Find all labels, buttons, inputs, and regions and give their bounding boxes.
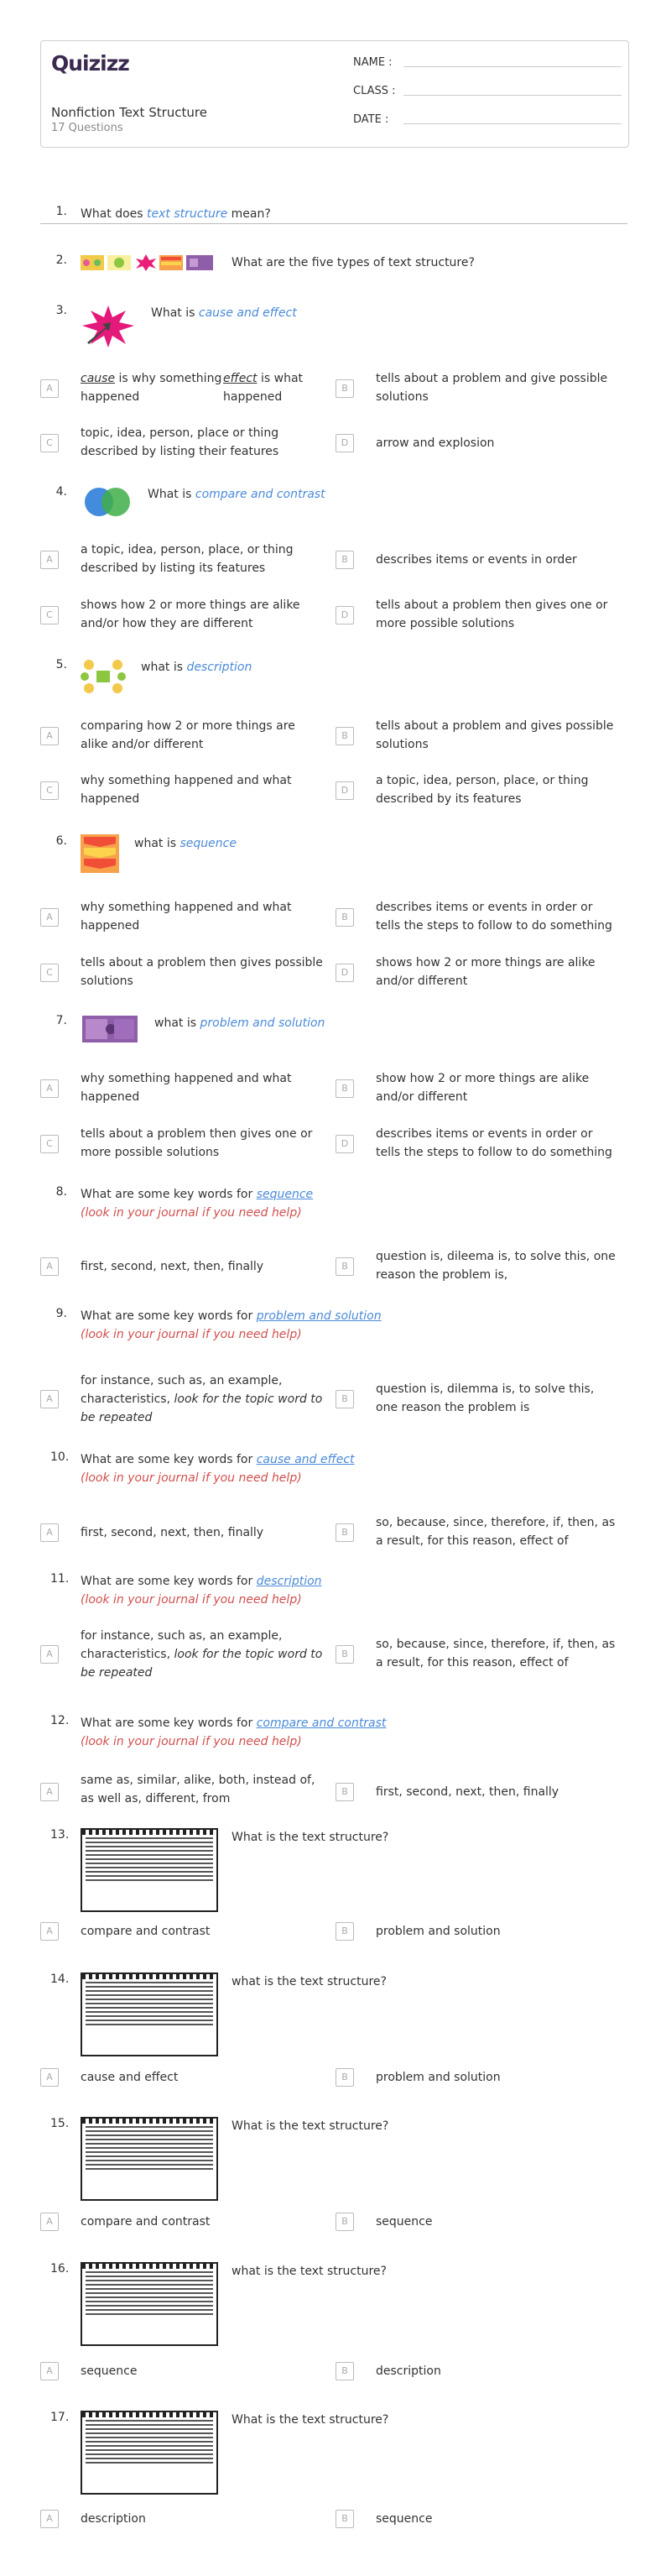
option-a[interactable]: for instance, such as, an example, characteristics, look for the topic word to be repeated bbox=[81, 1374, 323, 1424]
question-text: What are some key words for problem and solution (look in your journal if you need help) bbox=[81, 1309, 382, 1341]
question-text: What is compare and contrast bbox=[148, 488, 325, 501]
option-b[interactable]: describes items or events in order bbox=[376, 553, 577, 567]
answer-line[interactable] bbox=[40, 223, 627, 224]
option-b[interactable]: so, because, since, therefore, if, then, as a result, for this reason, effect of bbox=[376, 1638, 616, 1669]
passage-image bbox=[81, 1972, 218, 2056]
option-a[interactable]: sequence bbox=[81, 2364, 138, 2378]
class-field[interactable]: CLASS : bbox=[353, 85, 396, 97]
passage-image bbox=[81, 2262, 218, 2346]
option-a[interactable]: first, second, next, then, finally bbox=[81, 1260, 264, 1273]
option-b[interactable]: describes items or events in order or tells the steps to follow to do something bbox=[376, 901, 612, 933]
question-text: what is the text structure? bbox=[232, 1975, 387, 1988]
option-b[interactable]: question is, dilemma is, to solve this, one reason the problem is bbox=[376, 1382, 595, 1414]
option-a[interactable]: cause and effect bbox=[81, 2071, 179, 2084]
question-text: What are some key words for cause and effect (look in your journal if you need help) bbox=[81, 1453, 355, 1485]
option-c[interactable]: shows how 2 or more things are alike and/or how they are different bbox=[81, 598, 300, 630]
explosion-arrow-image bbox=[81, 304, 136, 349]
option-d[interactable]: shows how 2 or more things are alike and/or different bbox=[376, 956, 596, 988]
option-a[interactable]: why something happened and what happened bbox=[81, 1072, 292, 1104]
question-text: What are some key words for sequence (look in your journal if you need help) bbox=[81, 1188, 314, 1220]
option-b[interactable]: sequence bbox=[376, 2215, 433, 2229]
option-d[interactable]: tells about a problem then gives one or more possible solutions bbox=[376, 598, 608, 630]
option-d[interactable]: describes items or events in order or tells the steps to follow to do something bbox=[376, 1127, 612, 1159]
question-count: 17 Questions bbox=[51, 122, 123, 134]
option-a[interactable]: compare and contrast bbox=[81, 2215, 211, 2229]
name-field[interactable]: NAME : bbox=[353, 56, 393, 69]
option-a[interactable]: why something happened and what happened bbox=[81, 901, 292, 933]
sequence-chevron-image bbox=[81, 834, 119, 873]
option-c[interactable]: why something happened and what happened bbox=[81, 774, 292, 806]
date-field[interactable]: DATE : bbox=[353, 113, 388, 126]
option-b[interactable]: sequence bbox=[376, 2512, 433, 2526]
option-a[interactable]: for instance, such as, an example, characteristics, look for the topic word to be repeated bbox=[81, 1629, 323, 1680]
question-text: What is the text structure? bbox=[232, 1831, 389, 1844]
passage-image bbox=[81, 2117, 218, 2201]
question-text: What does text structure mean? bbox=[81, 207, 271, 221]
option-c[interactable]: topic, idea, person, place or thing described by listing their features bbox=[81, 426, 279, 458]
passage-image bbox=[81, 1828, 218, 1912]
passage-image bbox=[81, 2411, 218, 2495]
option-b[interactable]: tells about a problem and gives possible solutions bbox=[376, 719, 614, 751]
question-text: What are some key words for compare and contrast (look in your journal if you need help) bbox=[81, 1716, 387, 1748]
worksheet-header bbox=[40, 40, 629, 148]
question-text: What is the text structure? bbox=[232, 2413, 389, 2427]
web-diagram-image bbox=[81, 658, 126, 695]
option-c[interactable]: tells about a problem then gives possible solutions bbox=[81, 956, 323, 988]
question-text: What are the five types of text structure? bbox=[232, 256, 475, 269]
option-b[interactable]: so, because, since, therefore, if, then, as a result, for this reason, effect of bbox=[376, 1516, 616, 1548]
puzzle-image bbox=[81, 1014, 139, 1044]
option-a[interactable]: first, second, next, then, finally bbox=[81, 1526, 264, 1539]
option-b[interactable]: question is, dileema is, to solve this, one reason the problem is, bbox=[376, 1250, 616, 1282]
option-b[interactable]: problem and solution bbox=[376, 1925, 501, 1938]
option-a[interactable]: same as, similar, alike, both, instead of, as well as, different, from bbox=[81, 1774, 315, 1805]
option-a[interactable]: a topic, idea, person, place, or thing described by listing its features bbox=[81, 543, 294, 575]
quizizz-logo: Quizizz bbox=[51, 51, 129, 76]
option-a[interactable]: comparing how 2 or more things are alike and/or different bbox=[81, 719, 295, 751]
option-c[interactable]: tells about a problem then gives one or more possible solutions bbox=[81, 1127, 313, 1159]
option-b[interactable]: tells about a problem and give possible solutions bbox=[376, 372, 608, 404]
option-d[interactable]: a topic, idea, person, place, or thing described by its features bbox=[376, 774, 589, 806]
text-structure-icons-image bbox=[81, 253, 215, 272]
option-a[interactable]: description bbox=[81, 2512, 146, 2526]
option-a[interactable]: cause is why something happenedeffect is what happened bbox=[81, 372, 304, 404]
question-text: what is the text structure? bbox=[232, 2265, 387, 2278]
option-a[interactable]: compare and contrast bbox=[81, 1925, 211, 1938]
option-d[interactable]: arrow and explosion bbox=[376, 436, 495, 450]
option-b[interactable]: description bbox=[376, 2364, 441, 2378]
question-text: What is the text structure? bbox=[232, 2119, 389, 2133]
question-text: What are some key words for description (look in your journal if you need help) bbox=[81, 1575, 322, 1607]
option-b[interactable]: first, second, next, then, finally bbox=[376, 1785, 559, 1799]
venn-diagram-image bbox=[81, 485, 134, 519]
worksheet-title: Nonfiction Text Structure bbox=[51, 105, 207, 120]
question-text: what is description bbox=[141, 661, 252, 674]
question-text: What is cause and effect bbox=[151, 306, 297, 320]
option-b[interactable]: show how 2 or more things are alike and/or different bbox=[376, 1072, 590, 1104]
option-b[interactable]: problem and solution bbox=[376, 2071, 501, 2084]
question-text: what is sequence bbox=[134, 837, 237, 850]
question-text: what is problem and solution bbox=[154, 1016, 325, 1030]
